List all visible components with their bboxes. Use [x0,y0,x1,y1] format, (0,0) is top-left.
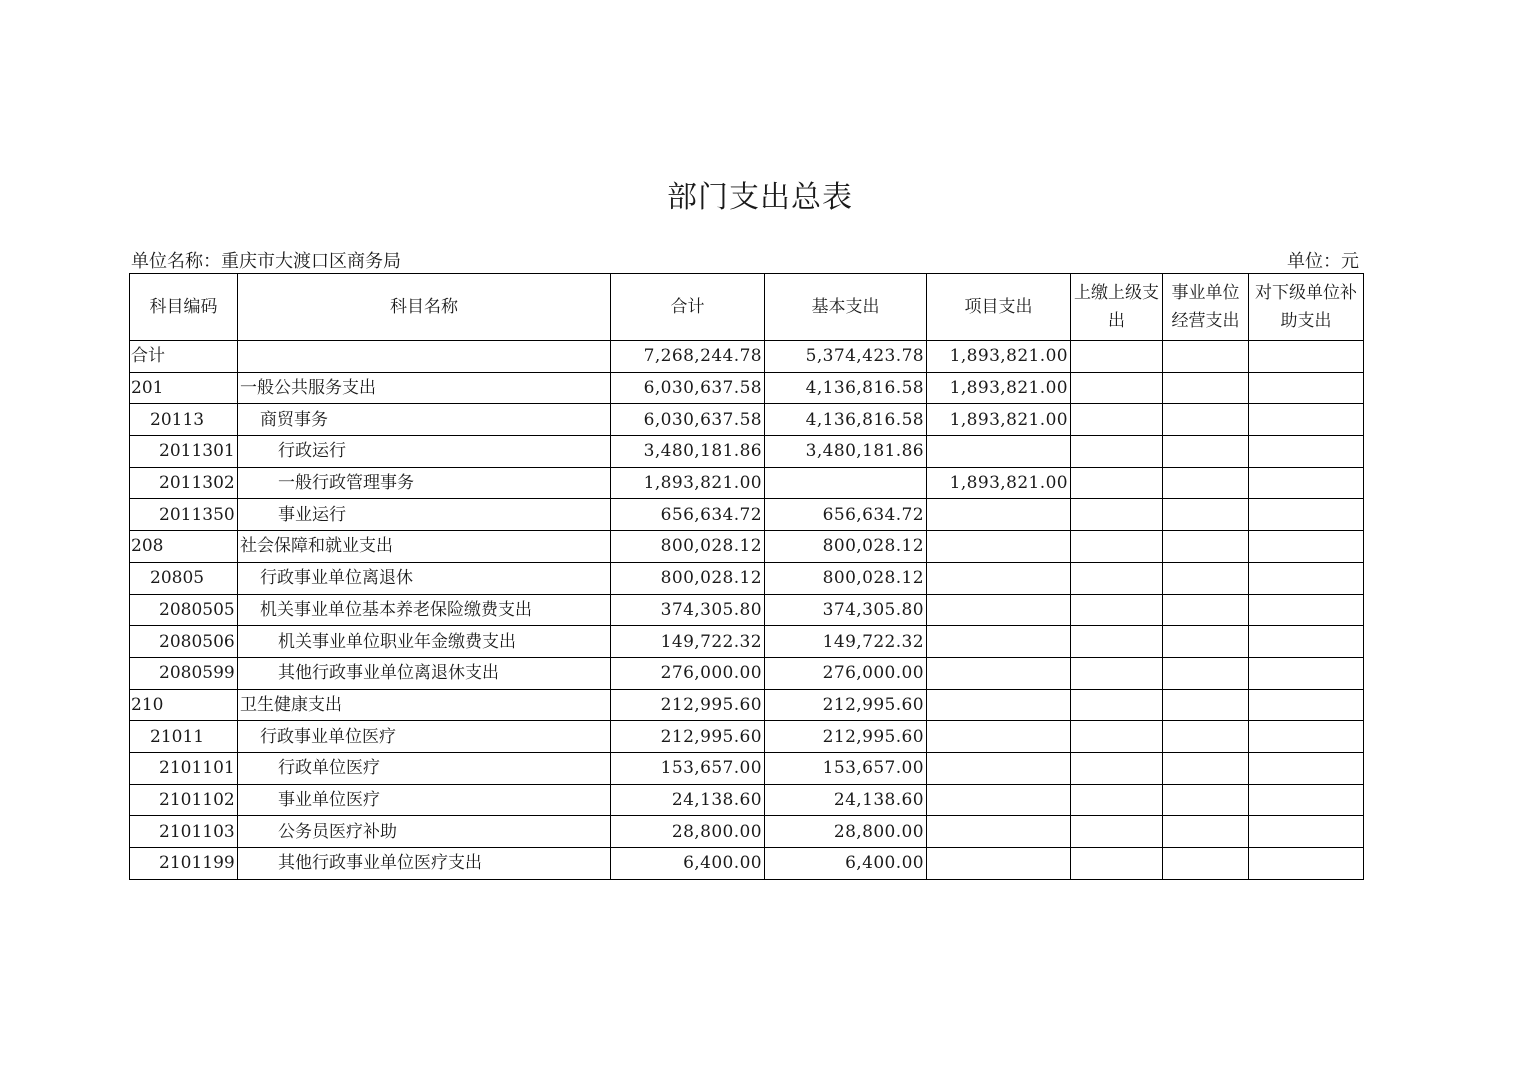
row-subsidy [1249,499,1364,531]
table-header-row [130,274,1364,341]
table-row [130,467,1364,499]
header-total: 合计 [611,274,765,341]
row-code: 2080506 [130,626,238,658]
row-project [927,784,1071,816]
row-upper [1071,436,1163,468]
row-basic: 374,305.80 [765,594,927,626]
row-total: 149,722.32 [611,626,765,658]
row-basic: 656,634.72 [765,499,927,531]
row-business [1163,689,1249,721]
row-subsidy [1249,848,1364,880]
row-subsidy [1249,404,1364,436]
row-subsidy [1249,562,1364,594]
row-basic: 4,136,816.58 [765,404,927,436]
header-name: 科目名称 [238,274,611,341]
row-code: 210 [130,689,238,721]
row-name: 事业单位医疗 [238,784,611,816]
row-upper [1071,816,1163,848]
row-total: 212,995.60 [611,689,765,721]
row-name: 卫生健康支出 [238,689,611,721]
row-code: 2101103 [130,816,238,848]
row-basic: 800,028.12 [765,531,927,563]
table-row [130,341,1364,373]
row-name: 行政单位医疗 [238,752,611,784]
row-subsidy [1249,721,1364,753]
row-upper [1071,848,1163,880]
row-business [1163,499,1249,531]
table-row [130,784,1364,816]
row-business [1163,784,1249,816]
row-business [1163,341,1249,373]
row-code: 20113 [130,404,238,436]
row-name: 一般行政管理事务 [238,467,611,499]
row-project [927,499,1071,531]
table-row [130,436,1364,468]
row-total: 3,480,181.86 [611,436,765,468]
row-upper [1071,689,1163,721]
row-subsidy [1249,436,1364,468]
row-business [1163,816,1249,848]
row-project: 1,893,821.00 [927,341,1071,373]
row-subsidy [1249,531,1364,563]
row-code: 2080599 [130,657,238,689]
row-project [927,848,1071,880]
row-subsidy [1249,594,1364,626]
row-basic: 212,995.60 [765,689,927,721]
row-upper [1071,372,1163,404]
row-basic: 3,480,181.86 [765,436,927,468]
row-name [238,341,611,373]
row-name: 公务员医疗补助 [238,816,611,848]
row-code: 21011 [130,721,238,753]
row-total: 374,305.80 [611,594,765,626]
row-business [1163,752,1249,784]
row-upper [1071,657,1163,689]
table-row [130,562,1364,594]
row-business [1163,372,1249,404]
row-basic: 276,000.00 [765,657,927,689]
header-code: 科目编码 [130,274,238,341]
row-upper [1071,341,1163,373]
row-project [927,626,1071,658]
row-total: 153,657.00 [611,752,765,784]
row-code: 2101199 [130,848,238,880]
table-row [130,404,1364,436]
table-row [130,499,1364,531]
row-business [1163,531,1249,563]
row-name: 行政事业单位医疗 [238,721,611,753]
unit-name-label: 单位名称：重庆市大渡口区商务局 [131,251,401,272]
row-business [1163,562,1249,594]
row-total: 24,138.60 [611,784,765,816]
row-upper [1071,752,1163,784]
row-basic: 800,028.12 [765,562,927,594]
currency-unit-label: 单位：元 [1287,251,1359,272]
row-project [927,689,1071,721]
row-basic: 4,136,816.58 [765,372,927,404]
row-upper [1071,467,1163,499]
row-upper [1071,404,1163,436]
row-subsidy [1249,657,1364,689]
row-code: 20805 [130,562,238,594]
row-project [927,436,1071,468]
row-code: 2011350 [130,499,238,531]
row-project [927,562,1071,594]
row-total: 276,000.00 [611,657,765,689]
row-business [1163,404,1249,436]
row-business [1163,721,1249,753]
row-project [927,531,1071,563]
row-name: 一般公共服务支出 [238,372,611,404]
row-subsidy [1249,752,1364,784]
row-total: 800,028.12 [611,562,765,594]
row-total: 800,028.12 [611,531,765,563]
table-row [130,721,1364,753]
row-project [927,816,1071,848]
row-code: 合计 [130,341,238,373]
row-business [1163,848,1249,880]
row-subsidy [1249,626,1364,658]
header-basic: 基本支出 [765,274,927,341]
row-name: 机关事业单位职业年金缴费支出 [238,626,611,658]
row-business [1163,626,1249,658]
header-business: 事业单位经营支出 [1163,274,1249,341]
row-project [927,721,1071,753]
row-upper [1071,626,1163,658]
row-code: 208 [130,531,238,563]
row-total: 6,030,637.58 [611,372,765,404]
row-basic: 28,800.00 [765,816,927,848]
row-total: 7,268,244.78 [611,341,765,373]
row-subsidy [1249,341,1364,373]
row-total: 212,995.60 [611,721,765,753]
table-row [130,531,1364,563]
row-total: 1,893,821.00 [611,467,765,499]
row-subsidy [1249,372,1364,404]
row-subsidy [1249,816,1364,848]
row-total: 6,400.00 [611,848,765,880]
row-upper [1071,721,1163,753]
row-upper [1071,784,1163,816]
expenditure-table [129,273,1364,880]
row-project [927,657,1071,689]
row-business [1163,594,1249,626]
row-code: 2101101 [130,752,238,784]
row-name: 行政运行 [238,436,611,468]
table-row [130,816,1364,848]
row-upper [1071,562,1163,594]
row-subsidy [1249,689,1364,721]
row-project: 1,893,821.00 [927,404,1071,436]
row-project [927,752,1071,784]
row-name: 行政事业单位离退休 [238,562,611,594]
table-row [130,594,1364,626]
row-basic: 212,995.60 [765,721,927,753]
row-business [1163,467,1249,499]
row-business [1163,657,1249,689]
row-name: 其他行政事业单位离退休支出 [238,657,611,689]
table-row [130,626,1364,658]
row-upper [1071,499,1163,531]
row-subsidy [1249,784,1364,816]
row-project [927,594,1071,626]
row-name: 机关事业单位基本养老保险缴费支出 [238,594,611,626]
row-subsidy [1249,467,1364,499]
row-name: 商贸事务 [238,404,611,436]
row-code: 201 [130,372,238,404]
table-row [130,689,1364,721]
header-subsidy: 对下级单位补助支出 [1249,274,1364,341]
row-upper [1071,531,1163,563]
row-basic: 6,400.00 [765,848,927,880]
table-row [130,372,1364,404]
row-code: 2080505 [130,594,238,626]
row-basic: 153,657.00 [765,752,927,784]
row-code: 2101102 [130,784,238,816]
row-basic: 5,374,423.78 [765,341,927,373]
report-title: 部门支出总表 [667,180,853,215]
table-row [130,752,1364,784]
row-name: 社会保障和就业支出 [238,531,611,563]
row-upper [1071,594,1163,626]
row-code: 2011301 [130,436,238,468]
header-upper: 上缴上级支出 [1071,274,1163,341]
table-row [130,848,1364,880]
row-total: 6,030,637.58 [611,404,765,436]
header-project: 项目支出 [927,274,1071,341]
row-total: 28,800.00 [611,816,765,848]
row-basic: 149,722.32 [765,626,927,658]
table-row [130,657,1364,689]
row-business [1163,436,1249,468]
row-code: 2011302 [130,467,238,499]
row-project: 1,893,821.00 [927,372,1071,404]
row-project: 1,893,821.00 [927,467,1071,499]
row-name: 其他行政事业单位医疗支出 [238,848,611,880]
row-name: 事业运行 [238,499,611,531]
row-total: 656,634.72 [611,499,765,531]
row-basic [765,467,927,499]
row-basic: 24,138.60 [765,784,927,816]
